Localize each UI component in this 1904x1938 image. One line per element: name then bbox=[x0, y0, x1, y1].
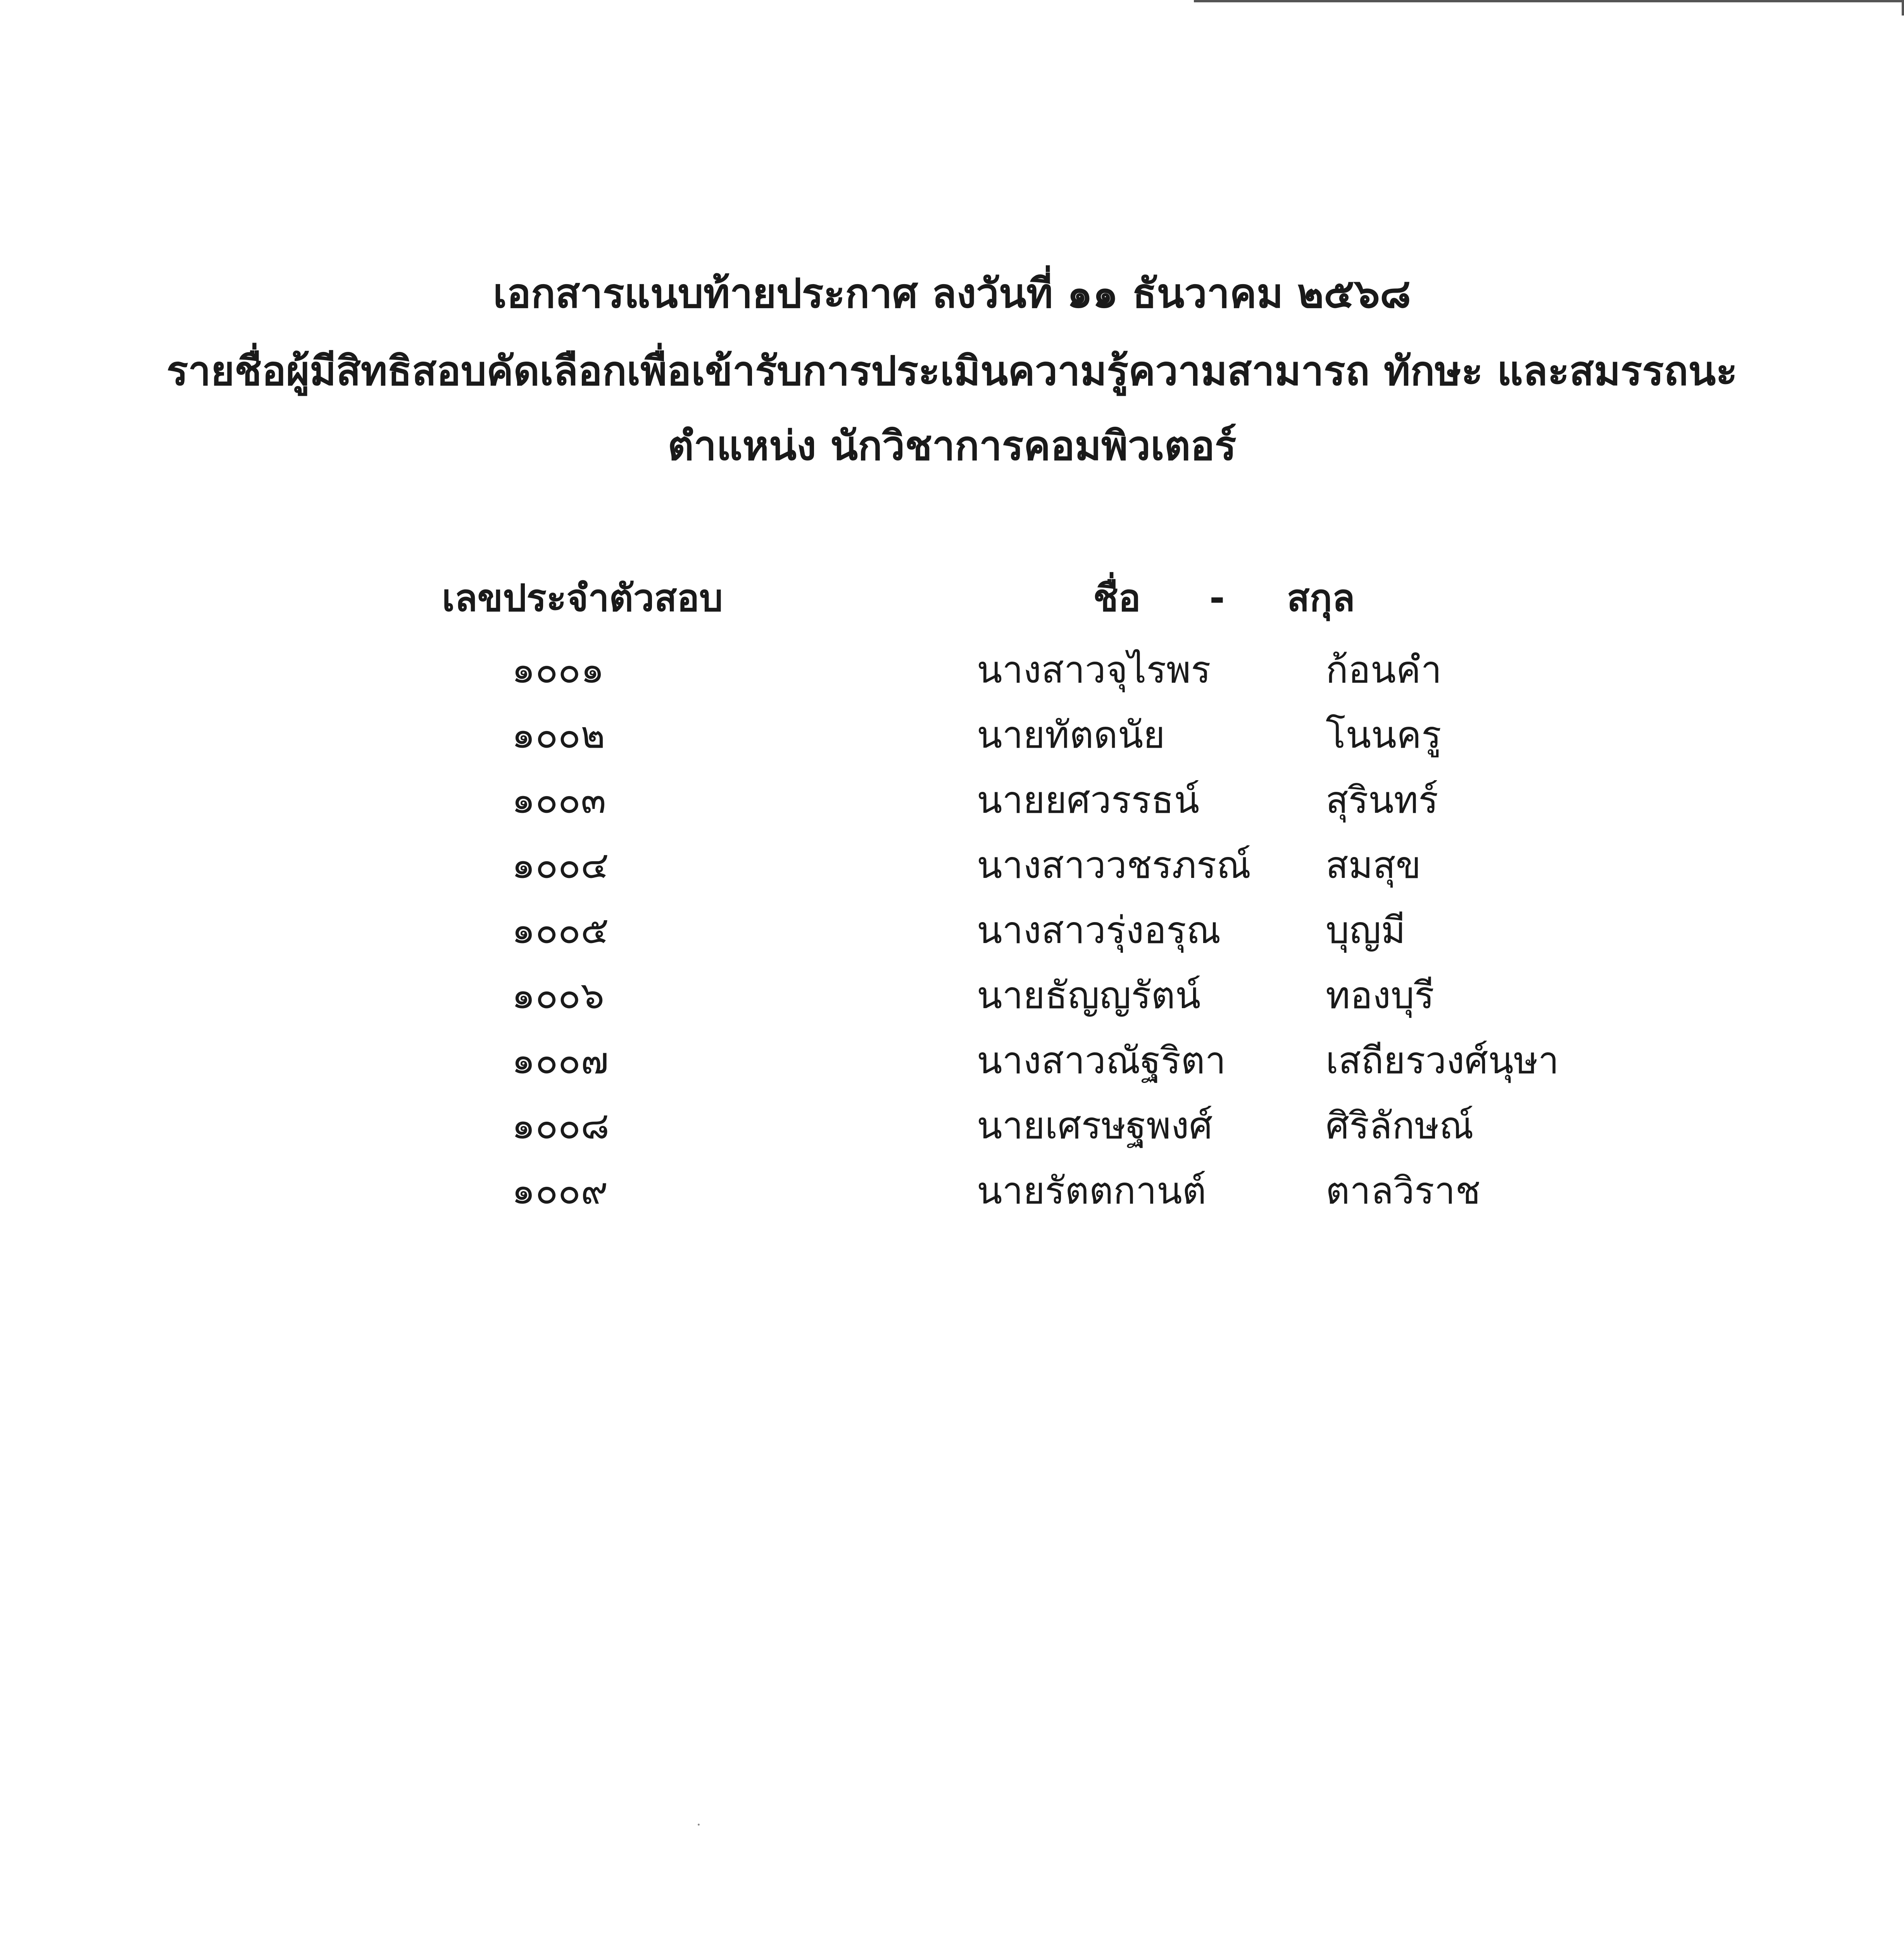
scan-border-top bbox=[1194, 0, 1904, 2]
column-header-last-name: สกุล bbox=[1287, 576, 1355, 620]
first-name: นางสาวณัฐริตา bbox=[977, 1039, 1226, 1082]
exam-id: ๑๐๐๙ bbox=[512, 1169, 608, 1212]
document-title: เอกสารแนบท้ายประกาศ ลงวันที่ ๑๑ ธันวาคม ๒๕๖๘ bbox=[493, 270, 1411, 317]
exam-id: ๑๐๐๒ bbox=[512, 713, 605, 757]
table-row bbox=[0, 1039, 1904, 1107]
last-name: ก้อนคำ bbox=[1326, 648, 1442, 691]
first-name: นายธัญญรัตน์ bbox=[977, 974, 1201, 1017]
exam-id: ๑๐๐๖ bbox=[512, 974, 605, 1017]
document-subtitle: รายชื่อผู้มีสิทธิสอบคัดเลือกเพื่อเข้ารับการประเมินความรู้ความสามารถ ทักษะ และสมรรถนะ bbox=[166, 347, 1738, 395]
table-row bbox=[0, 1104, 1904, 1172]
exam-id: ๑๐๐๔ bbox=[512, 843, 609, 887]
last-name: โนนครู bbox=[1326, 713, 1442, 757]
exam-id: ๑๐๐๗ bbox=[512, 1039, 609, 1082]
first-name: นางสาววชรภรณ์ bbox=[977, 843, 1251, 887]
position-title: ตำแหน่ง นักวิชาการคอมพิวเตอร์ bbox=[667, 422, 1237, 469]
table-row bbox=[0, 648, 1904, 716]
table-row bbox=[0, 843, 1904, 912]
last-name: ทองบุรี bbox=[1326, 974, 1435, 1017]
column-header-separator: - bbox=[1209, 576, 1225, 620]
exam-id: ๑๐๐๘ bbox=[512, 1104, 610, 1147]
candidate-list bbox=[0, 648, 1904, 1237]
last-name: สุรินทร์ bbox=[1326, 778, 1438, 822]
first-name: นายรัตตกานต์ bbox=[977, 1169, 1207, 1212]
last-name: บุญมี bbox=[1326, 909, 1406, 952]
first-name: นายทัตดนัย bbox=[977, 713, 1165, 757]
exam-id: ๑๐๐๕ bbox=[512, 909, 609, 952]
last-name: เสถียรวงศ์นุษา bbox=[1326, 1039, 1559, 1082]
first-name: นางสาวรุ่งอรุณ bbox=[977, 909, 1221, 952]
scan-border-right bbox=[1902, 0, 1904, 16]
first-name: นายยศวรรธน์ bbox=[977, 778, 1200, 822]
column-header-first-name: ชื่อ bbox=[1093, 576, 1141, 620]
scan-speck bbox=[698, 1824, 700, 1826]
exam-id: ๑๐๐๑ bbox=[512, 648, 605, 691]
exam-id: ๑๐๐๓ bbox=[512, 778, 606, 822]
last-name: ตาลวิราช bbox=[1326, 1169, 1481, 1212]
last-name: สมสุข bbox=[1326, 843, 1421, 887]
last-name: ศิริลักษณ์ bbox=[1326, 1104, 1474, 1147]
table-row bbox=[0, 713, 1904, 781]
table-row bbox=[0, 974, 1904, 1042]
first-name: นางสาวจุไรพร bbox=[977, 648, 1211, 691]
column-header-exam-id: เลขประจำตัวสอบ bbox=[442, 576, 723, 620]
table-row bbox=[0, 909, 1904, 977]
first-name: นายเศรษฐพงศ์ bbox=[977, 1104, 1213, 1147]
table-row bbox=[0, 1169, 1904, 1237]
table-row bbox=[0, 778, 1904, 847]
